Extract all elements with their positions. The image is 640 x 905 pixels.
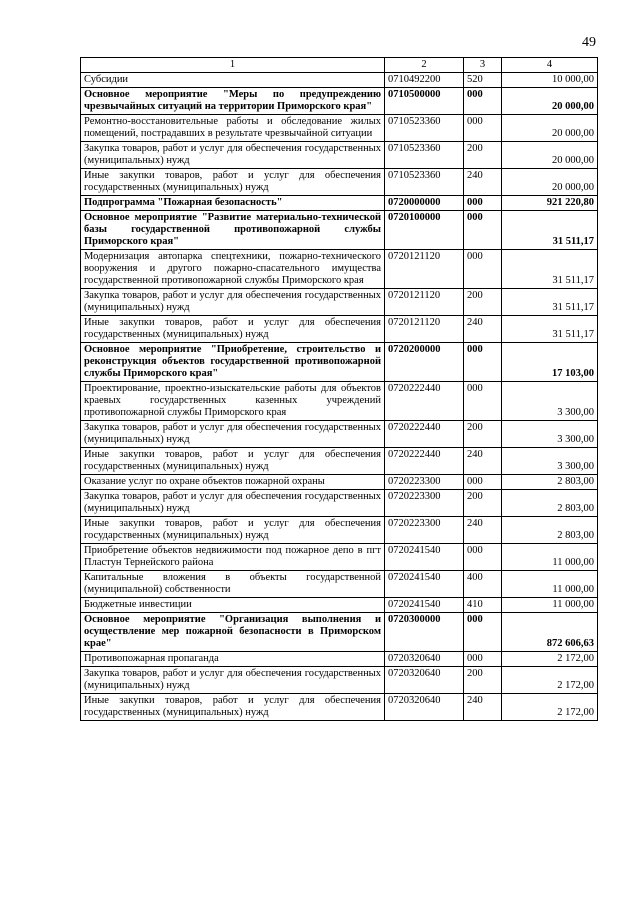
table-row (81, 652, 598, 667)
table-row (81, 598, 598, 613)
row-amount-cell: 2 172,00 (502, 652, 598, 667)
row-amount-cell: 20 000,00 (502, 142, 598, 169)
row-type-cell: 000 (464, 475, 502, 490)
row-name-cell: Бюджетные инвестиции (81, 598, 385, 613)
row-name-cell: Иные закупки товаров, работ и услуг для обеспечения государственных (муниципальных) нужд (81, 169, 385, 196)
row-code-cell: 0720241540 (385, 544, 464, 571)
row-amount-cell: 11 000,00 (502, 544, 598, 571)
table-row (81, 289, 598, 316)
header-cell: 4 (502, 58, 598, 73)
row-code-cell: 0710523360 (385, 142, 464, 169)
row-type-cell: 200 (464, 490, 502, 517)
row-amount-cell: 2 803,00 (502, 490, 598, 517)
row-amount-cell: 11 000,00 (502, 598, 598, 613)
row-name-cell: Капитальные вложения в объекты государственной (муниципальной) собственности (81, 571, 385, 598)
row-type-cell: 240 (464, 169, 502, 196)
row-code-cell: 0720241540 (385, 598, 464, 613)
row-code-cell: 0720223300 (385, 490, 464, 517)
row-name-cell: Иные закупки товаров, работ и услуг для обеспечения государственных (муниципальных) нужд (81, 517, 385, 544)
row-amount-cell: 20 000,00 (502, 169, 598, 196)
table-row (81, 169, 598, 196)
header-row (81, 58, 598, 73)
row-code-cell: 0720121120 (385, 289, 464, 316)
row-type-cell: 000 (464, 250, 502, 289)
header-cell: 2 (385, 58, 464, 73)
page-number: 49 (582, 35, 596, 50)
table-row (81, 613, 598, 652)
row-type-cell: 200 (464, 421, 502, 448)
row-name-cell: Проектирование, проектно-изыскательские работы для объектов краевых государственных казенных учреждений противопожарной службы Приморского края (81, 382, 385, 421)
table-row (81, 382, 598, 421)
row-code-cell: 0720121120 (385, 250, 464, 289)
row-amount-cell: 31 511,17 (502, 289, 598, 316)
row-name-cell: Закупка товаров, работ и услуг для обеспечения государственных (муниципальных) нужд (81, 142, 385, 169)
row-name-cell: Основное мероприятие "Организация выполнения и осуществление мер пожарной безопасности в Приморском крае" (81, 613, 385, 652)
row-name-cell: Основное мероприятие "Приобретение, строительство и реконструкция объектов государственной противопожарной службы Приморского края" (81, 343, 385, 382)
row-code-cell: 0720320640 (385, 652, 464, 667)
row-type-cell: 200 (464, 142, 502, 169)
row-type-cell: 400 (464, 571, 502, 598)
row-name-cell: Ремонтно-восстановительные работы и обследование жилых помещений, пострадавших в результате чрезвычайной ситуации (81, 115, 385, 142)
row-code-cell: 0710492200 (385, 73, 464, 88)
row-amount-cell: 2 172,00 (502, 667, 598, 694)
table-row (81, 196, 598, 211)
table-row (81, 250, 598, 289)
row-amount-cell: 3 300,00 (502, 382, 598, 421)
table-row (81, 421, 598, 448)
table-row (81, 316, 598, 343)
row-name-cell: Противопожарная пропаганда (81, 652, 385, 667)
table-row (81, 88, 598, 115)
budget-table (80, 57, 598, 721)
row-code-cell: 0720000000 (385, 196, 464, 211)
row-name-cell: Подпрограмма "Пожарная безопасность" (81, 196, 385, 211)
row-name-cell: Закупка товаров, работ и услуг для обеспечения государственных (муниципальных) нужд (81, 667, 385, 694)
row-amount-cell: 31 511,17 (502, 250, 598, 289)
row-type-cell: 000 (464, 211, 502, 250)
row-name-cell: Иные закупки товаров, работ и услуг для обеспечения государственных (муниципальных) нужд (81, 316, 385, 343)
table-row (81, 490, 598, 517)
row-code-cell: 0720300000 (385, 613, 464, 652)
row-amount-cell: 872 606,63 (502, 613, 598, 652)
row-amount-cell: 31 511,17 (502, 316, 598, 343)
row-code-cell: 0720200000 (385, 343, 464, 382)
row-name-cell: Закупка товаров, работ и услуг для обеспечения государственных (муниципальных) нужд (81, 490, 385, 517)
row-code-cell: 0720222440 (385, 448, 464, 475)
row-name-cell: Оказание услуг по охране объектов пожарной охраны (81, 475, 385, 490)
row-amount-cell: 17 103,00 (502, 343, 598, 382)
row-type-cell: 000 (464, 115, 502, 142)
row-type-cell: 520 (464, 73, 502, 88)
row-name-cell: Субсидии (81, 73, 385, 88)
row-amount-cell: 2 172,00 (502, 694, 598, 721)
row-name-cell: Основное мероприятие "Меры по предупреждению чрезвычайных ситуаций на территории Приморского края" (81, 88, 385, 115)
row-amount-cell: 3 300,00 (502, 421, 598, 448)
row-type-cell: 000 (464, 613, 502, 652)
table-row (81, 517, 598, 544)
header-cell: 1 (81, 58, 385, 73)
row-name-cell: Приобретение объектов недвижимости под пожарное депо в пгт Пластун Тернейского района (81, 544, 385, 571)
row-amount-cell: 2 803,00 (502, 475, 598, 490)
row-code-cell: 0720320640 (385, 667, 464, 694)
row-type-cell: 200 (464, 289, 502, 316)
row-type-cell: 000 (464, 343, 502, 382)
table-row (81, 343, 598, 382)
row-type-cell: 000 (464, 652, 502, 667)
row-name-cell: Модернизация автопарка спецтехники, пожарно-технического вооружения и другого пожарно-спасательного имущества государственной противопожарной службы Приморского края (81, 250, 385, 289)
table-row (81, 571, 598, 598)
row-amount-cell: 3 300,00 (502, 448, 598, 475)
row-code-cell: 0720100000 (385, 211, 464, 250)
row-type-cell: 000 (464, 88, 502, 115)
row-code-cell: 0720223300 (385, 517, 464, 544)
table-row (81, 211, 598, 250)
table-row (81, 115, 598, 142)
row-type-cell: 000 (464, 196, 502, 211)
row-type-cell: 410 (464, 598, 502, 613)
table-row (81, 694, 598, 721)
row-code-cell: 0720241540 (385, 571, 464, 598)
row-name-cell: Закупка товаров, работ и услуг для обеспечения государственных (муниципальных) нужд (81, 289, 385, 316)
row-code-cell: 0720222440 (385, 382, 464, 421)
table-row (81, 667, 598, 694)
header-cell: 3 (464, 58, 502, 73)
row-amount-cell: 2 803,00 (502, 517, 598, 544)
table-row (81, 544, 598, 571)
row-code-cell: 0710500000 (385, 88, 464, 115)
row-code-cell: 0720320640 (385, 694, 464, 721)
row-amount-cell: 10 000,00 (502, 73, 598, 88)
row-amount-cell: 11 000,00 (502, 571, 598, 598)
row-type-cell: 240 (464, 448, 502, 475)
row-type-cell: 240 (464, 517, 502, 544)
row-type-cell: 200 (464, 667, 502, 694)
row-code-cell: 0720222440 (385, 421, 464, 448)
row-name-cell: Иные закупки товаров, работ и услуг для обеспечения государственных (муниципальных) нужд (81, 448, 385, 475)
row-amount-cell: 20 000,00 (502, 115, 598, 142)
row-type-cell: 000 (464, 382, 502, 421)
table-row (81, 475, 598, 490)
row-type-cell: 240 (464, 316, 502, 343)
row-name-cell: Закупка товаров, работ и услуг для обеспечения государственных (муниципальных) нужд (81, 421, 385, 448)
table-row (81, 73, 598, 88)
row-type-cell: 000 (464, 544, 502, 571)
table-row (81, 142, 598, 169)
row-code-cell: 0710523360 (385, 169, 464, 196)
row-code-cell: 0720121120 (385, 316, 464, 343)
row-code-cell: 0710523360 (385, 115, 464, 142)
table-row (81, 448, 598, 475)
row-amount-cell: 20 000,00 (502, 88, 598, 115)
row-name-cell: Иные закупки товаров, работ и услуг для обеспечения государственных (муниципальных) нужд (81, 694, 385, 721)
row-type-cell: 240 (464, 694, 502, 721)
row-code-cell: 0720223300 (385, 475, 464, 490)
row-amount-cell: 921 220,80 (502, 196, 598, 211)
row-amount-cell: 31 511,17 (502, 211, 598, 250)
row-name-cell: Основное мероприятие "Развитие материально-технической базы государственной противопожарной службы Приморского края" (81, 211, 385, 250)
